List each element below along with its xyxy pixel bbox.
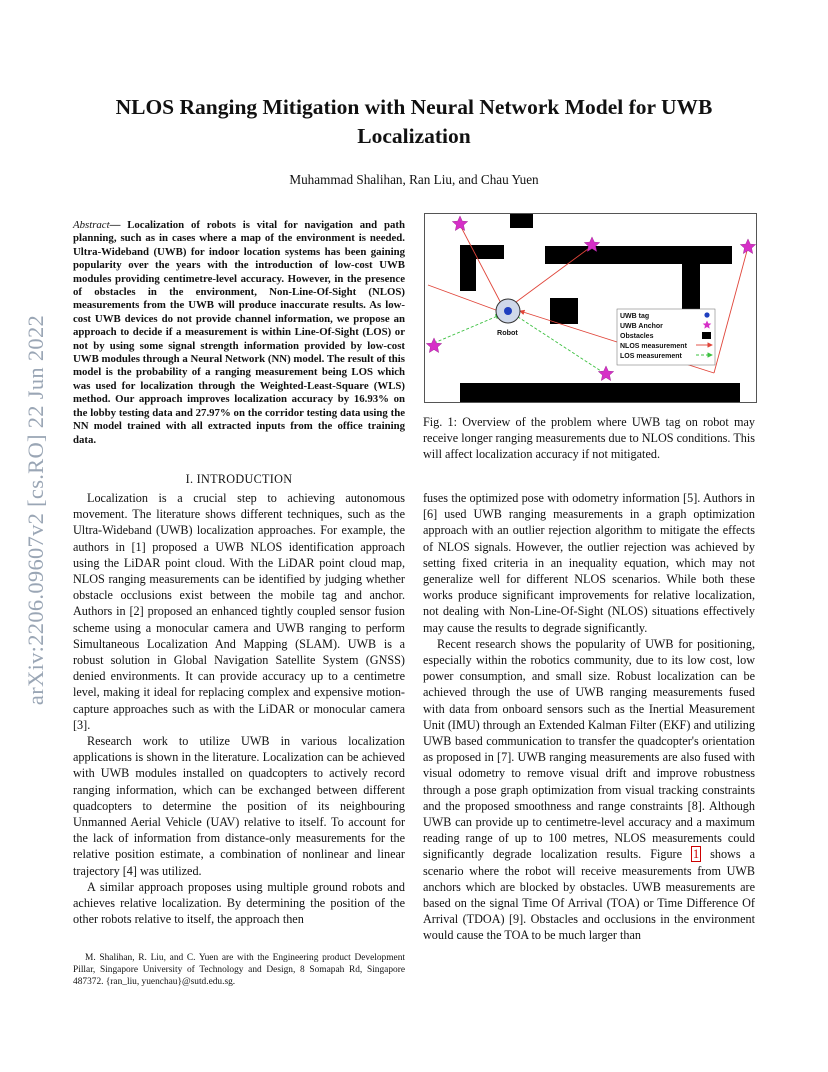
legend-label-nlos: NLOS measurement <box>620 343 687 350</box>
obstacle <box>550 298 578 324</box>
intro-paragraph-1: Localization is a crucial step to achieving autonomous movement. The literature shows different techniques, such as the Ultra-Wideband (UWB) localization approaches. For example, the authors in [1] proposed a UWB NLOS identification approach using the LiDAR point cloud. With the LiDAR point cloud map, NLOS ranging measurements can be identified by judging whether obstacle occlusions exist between the mobile tag and anchor. Authors in [2] proposed an enhanced tightly coupled sensor fusion scheme using a monocular camera and UWB ranging to perform Simultaneous Localization And Mapping (SLAM). UWB is a robust solution in Global Navigation Satellite System (GNSS) denied environments. It can provide accuracy up to a centimetre level, making it ideal for replacing complex and expensive motion-capture approaches such as with the LiDAR or monocular camera [3]. <box>73 491 405 732</box>
abstract <box>73 219 405 447</box>
right-paragraph-2-part-b: shows a scenario where the robot will receive measurements from UWB anchors which are blocked by obstacles. UWB measurements are based on the signal Time Of Arrival (TOA) or Time Difference Of Arrival (TDOA) [9]. Obstacles and occlusions in the environment would cause the TOA to be much larger than <box>423 847 756 943</box>
obstacle <box>510 214 533 228</box>
right-paragraph-2 <box>423 636 755 944</box>
legend-label-los: LOS measurement <box>620 353 682 360</box>
arxiv-sidebar <box>22 260 50 760</box>
legend-label-obstacles: Obstacles <box>620 333 654 340</box>
obstacle <box>460 383 740 402</box>
legend-label-tag: UWB tag <box>620 313 650 320</box>
abstract-dash: — <box>109 219 128 231</box>
abstract-text: Localization of robots is vital for navigation and path planning, such as in cases where a map of the environment is needed. Ultra-Wideband (UWB) for indoor location systems has been gaining popularity over the years with the introduction of low-cost UWB modules providing centimetre-level accuracy. However, in the presence of obstacles in the environment, Non-Line-Of-Sight (NLOS) measurements from the UWB will produce inaccurate results. As low-cost UWB devices do not provide channel information, we propose an approach to decide if a measurement is within Line-Of-Sight (LOS) or not by using some signal strength information provided by low-cost UWB modules through a Neural Network (NN) model. The result of this model is the probability of a ranging measurement being LOS which was used for localization through the Weighted-Least-Square (WLS) method. Our approach improves localization accuracy by 16.93% on the lobby testing data and 27.97% on the corridor testing data using the NN model trained with all extracted inputs from the office training data. <box>73 219 405 446</box>
robot-label: Robot <box>497 328 518 337</box>
section-heading-introduction: I. INTRODUCTION <box>185 472 293 486</box>
paper-title: NLOS Ranging Mitigation with Neural Network Model for UWB Localization <box>115 95 713 148</box>
left-column-body <box>73 490 405 927</box>
robot <box>496 299 520 337</box>
paper-authors: Muhammad Shalihan, Ran Liu, and Chau Yuen <box>289 172 539 187</box>
abstract-label: Abstract <box>73 219 110 231</box>
legend-obstacle-square-icon <box>702 332 711 339</box>
legend-label-anchor: UWB Anchor <box>620 323 663 330</box>
intro-paragraph-2: Research work to utilize UWB in various localization applications is shown in the literature. Localization can be achieved with UWB modules installed on quadcopters to actively record ranging information, which can be exchanged between different quadcopters to determine the position of its neighbouring Unmanned Aerial Vehicle (UAV) relative to itself. To account for the lack of information from distance-only measurements for the relative position estimate, a combination of nonlinear and linear trajectory [4] was utilized. <box>73 734 405 878</box>
figure-legend <box>617 309 715 365</box>
legend-tag-dot-icon <box>704 312 709 317</box>
intro-paragraph-3: A similar approach proposes using multiple ground robots and achieves relative localization. By determining the position of the other robots relative to itself, the approach then <box>73 879 405 927</box>
figure-1-caption: Fig. 1: Overview of the problem where UWB tag on robot may receive longer ranging measurements due to NLOS conditions. This will affect localization accuracy if not mitigated. <box>423 415 755 462</box>
right-column-body <box>423 490 755 944</box>
author-affiliation-footnote: M. Shalihan, R. Liu, and C. Yuen are with the Engineering product Development Pillar, Singapore University of Technology and Design, 8 Somapah Rd, Singapore 487372. {ran_liu, yuenchau}@sutd.edu.sg. <box>73 953 405 987</box>
figure-reference-link[interactable]: 1 <box>693 847 700 862</box>
figure-1-diagram <box>424 213 757 403</box>
uwb-tag-dot <box>504 307 512 315</box>
right-paragraph-2-part-a: Recent research shows the popularity of UWB for positioning, especially within the robotics community, due to its low cost, low power consumption, and small size. Robust localization can be achieved through the use of UWB ranging measurements fused with data from onboard sensors such as the Inertial Measurement Unit (IMU) through an Extended Kalman Filter (EKF) and utilizing UWB based communication to transfer the quadcopter's orientation as proposed in [7]. UWB ranging measurements are also fused with visual odometry to remove visual drift and improve robustness through a pose graph optimization from visual tracking constraints and the proposed smoothness and range constraints [8]. Although UWB can provide up to centimetre-level accuracy and a maximum reading range of up to 100 metres, NLOS measurements could significantly degrade localization results. Figure <box>423 636 755 862</box>
arxiv-identifier[interactable]: arXiv:2206.09607v2 [cs.RO] 22 Jun 2022 <box>23 314 48 706</box>
right-paragraph-1: fuses the optimized pose with odometry information [5]. Authors in [6] used UWB ranging measurements in a graph optimization approach with an outlier rejection algorithm to mitigate the effects of NLOS signals. However, the outlier rejection was achieved by setting fixed criteria in an inequality equation, which may not generalize well for different NLOS scenarios. While both these works produce significant improvements for relative localization, not dealing with Non-Line-Of-Sight (NLOS) situations effectively may cause the results to degrade significantly. <box>423 491 755 635</box>
